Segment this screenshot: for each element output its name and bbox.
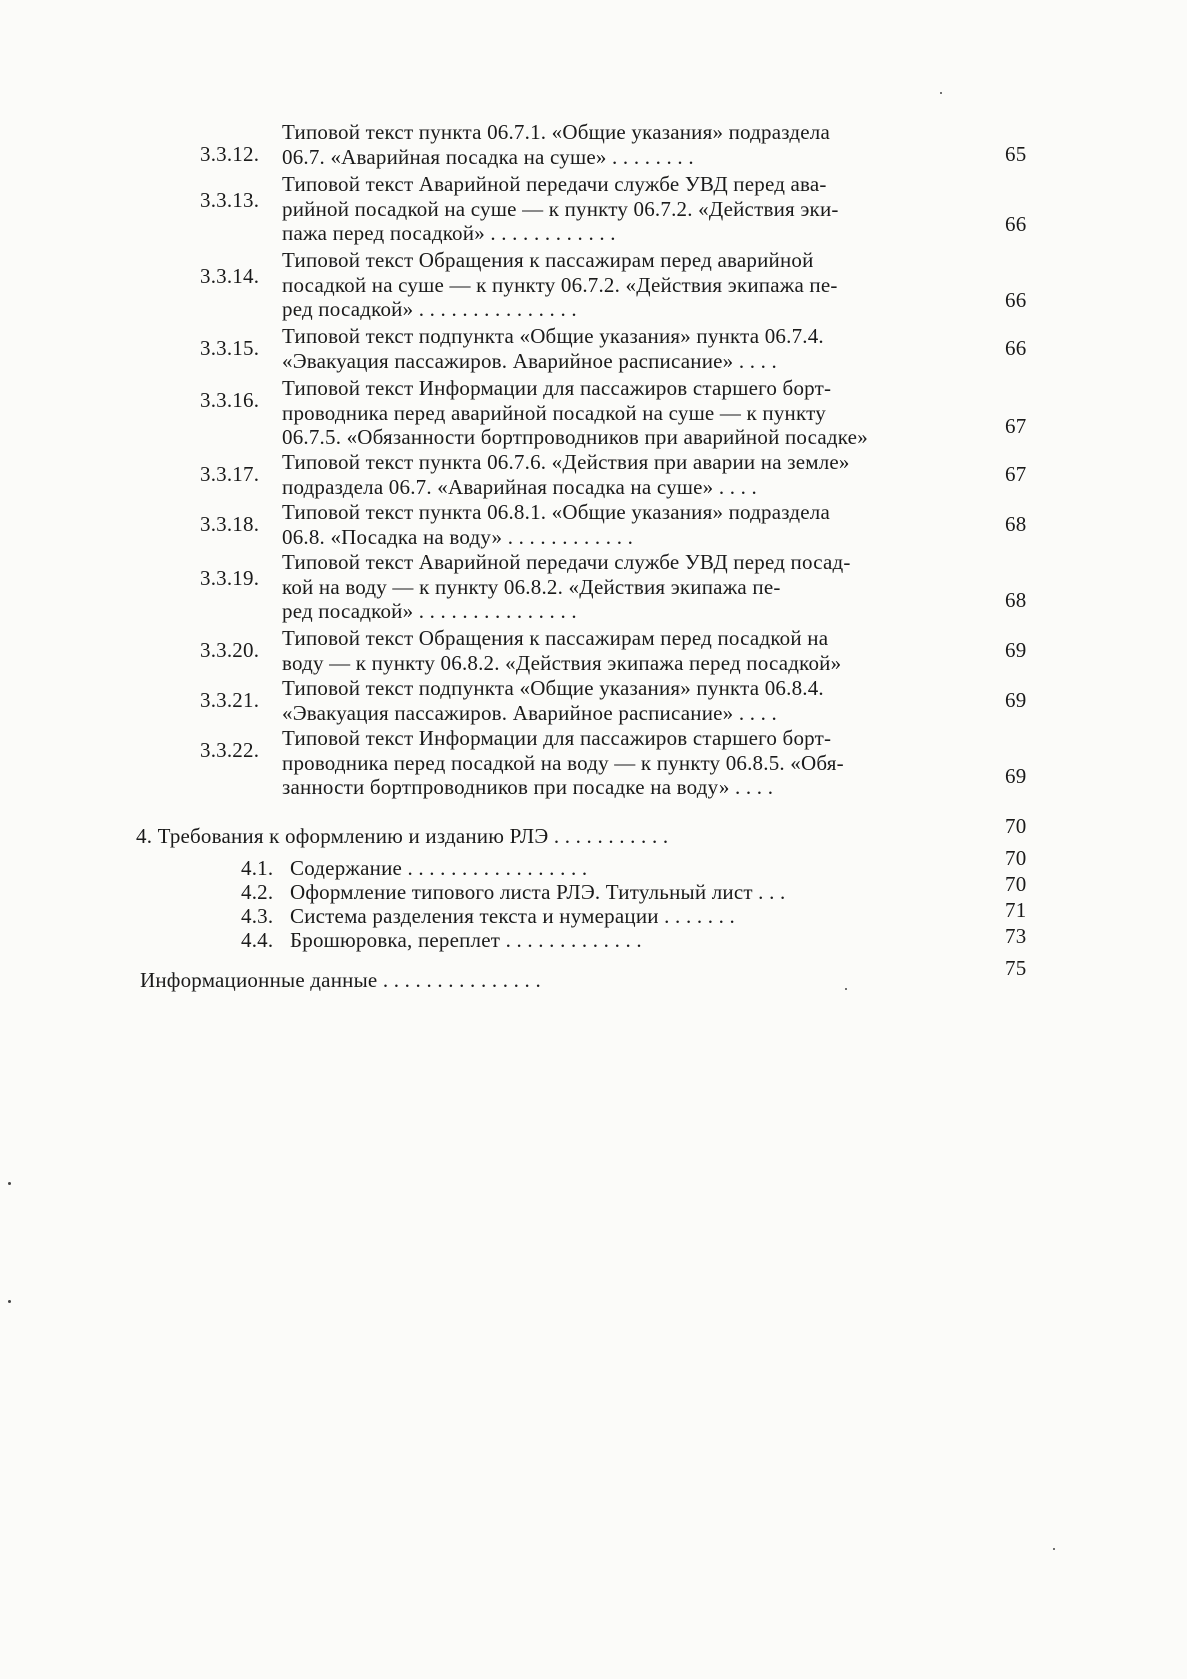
entry-text: [282, 120, 1000, 169]
entry-text: [282, 450, 1000, 499]
entry-page-number: 68: [1005, 588, 1027, 612]
entry-text: Система разделения текста и нумерации . . . . . . .: [290, 904, 736, 928]
entry-page-number: 66: [1005, 212, 1027, 236]
entry-line: Типовой текст пункта 06.7.6. «Действия при аварии на земле»: [282, 450, 850, 474]
entry-line: Типовой текст Аварийной передачи службе УВД перед посад-: [282, 550, 851, 574]
info-title: Информационные данные . . . . . . . . . . . . . . .: [140, 968, 541, 992]
entry-page-number: 67: [1005, 462, 1027, 486]
entry-text: Брошюровка, переплет . . . . . . . . . . . . .: [290, 928, 642, 952]
entry-page-number: 68: [1005, 512, 1027, 536]
entry-number: 3.3.16.: [200, 388, 260, 412]
entry-text: [282, 248, 1000, 322]
entry-page-number: 73: [1005, 924, 1027, 948]
entry-line: Типовой текст подпункта «Общие указания» пункта 06.7.4.: [282, 324, 824, 348]
entry-page-number: 65: [1005, 142, 1027, 166]
entry-page-number: 71: [1005, 898, 1027, 922]
entry-number: 3.3.13.: [200, 188, 260, 212]
entry-line: «Эвакуация пассажиров. Аварийное расписание» . . . .: [282, 700, 777, 725]
entry-number: 3.3.20.: [200, 638, 260, 662]
entry-text: [282, 324, 1000, 373]
entry-line: Типовой текст Информации для пассажиров старшего борт-: [282, 726, 832, 750]
entry-page-number: 66: [1005, 336, 1027, 360]
entry-line: Типовой текст Информации для пассажиров старшего борт-: [282, 376, 832, 400]
scan-speck: [8, 1300, 11, 1303]
entry-line: проводника перед посадкой на воду — к пункту 06.8.5. «Обя-: [282, 750, 844, 775]
entry-number: 4.1.: [241, 856, 274, 880]
entry-line: ред посадкой» . . . . . . . . . . . . . . .: [282, 297, 577, 321]
entry-page-number: 70: [1005, 846, 1027, 870]
entry-page-number: 67: [1005, 414, 1027, 438]
entry-text: [282, 376, 1000, 450]
entry-line: кой на воду — к пункту 06.8.2. «Действия экипажа пе-: [282, 574, 781, 599]
section-title: 4. Требования к оформлению и изданию РЛЭ . . . . . . . . . . .: [136, 824, 669, 848]
entry-text: Оформление типового листа РЛЭ. Титульный лист . . .: [290, 880, 786, 904]
entry-number: 3.3.14.: [200, 264, 260, 288]
entry-text: [282, 500, 1000, 549]
entry-line: ред посадкой» . . . . . . . . . . . . . . .: [282, 599, 577, 623]
entry-line: Типовой текст Обращения к пассажирам перед аварийной: [282, 248, 814, 272]
scan-speck: [1053, 1548, 1055, 1550]
scan-speck: [845, 988, 847, 990]
entry-line: 06.7.5. «Обязанности бортпроводников при аварийной посадке»: [282, 425, 868, 449]
entry-page-number: 69: [1005, 638, 1027, 662]
entry-line: занности бортпроводников при посадке на воду» . . . .: [282, 775, 774, 799]
entry-text: [282, 172, 1000, 246]
entry-text: Содержание . . . . . . . . . . . . . . . . .: [290, 856, 588, 880]
entry-number: 3.3.12.: [200, 142, 260, 166]
entry-line: «Эвакуация пассажиров. Аварийное расписание» . . . .: [282, 348, 777, 373]
entry-number: 3.3.17.: [200, 462, 260, 486]
entry-page-number: 69: [1005, 764, 1027, 788]
entry-line: подраздела 06.7. «Аварийная посадка на суше» . . . .: [282, 474, 757, 499]
entry-line: посадкой на суше — к пункту 06.7.2. «Действия экипажа пе-: [282, 272, 838, 297]
entry-page-number: 66: [1005, 288, 1027, 312]
entry-page-number: 70: [1005, 872, 1027, 896]
entry-number: 4.4.: [241, 928, 274, 952]
entry-text: [282, 626, 1000, 675]
entry-line: рийной посадкой на суше — к пункту 06.7.2. «Действия эки-: [282, 196, 839, 221]
entry-page-number: 69: [1005, 688, 1027, 712]
entry-number: 3.3.21.: [200, 688, 260, 712]
entry-line: проводника перед аварийной посадкой на суше — к пункту: [282, 400, 826, 425]
entry-line: Типовой текст подпункта «Общие указания» пункта 06.8.4.: [282, 676, 824, 700]
entry-line: пажа перед посадкой» . . . . . . . . . . . .: [282, 221, 616, 245]
entry-line: Типовой текст пункта 06.8.1. «Общие указания» подраздела: [282, 500, 830, 524]
entry-number: 3.3.22.: [200, 738, 260, 762]
entry-number: 3.3.18.: [200, 512, 260, 536]
scan-speck: [940, 92, 942, 94]
scan-speck: [8, 1182, 11, 1185]
entry-page-number: 75: [1005, 956, 1027, 980]
entry-text: [282, 550, 1000, 624]
entry-page-number: 70: [1005, 814, 1027, 838]
entry-text: [282, 676, 1000, 725]
entry-line: Типовой текст Аварийной передачи службе УВД перед ава-: [282, 172, 827, 196]
entry-line: Типовой текст Обращения к пассажирам перед посадкой на: [282, 626, 829, 650]
entry-line: 06.7. «Аварийная посадка на суше» . . . . . . . .: [282, 144, 694, 169]
entry-number: 4.2.: [241, 880, 274, 904]
entry-text: [282, 726, 1000, 800]
entry-line: 06.8. «Посадка на воду» . . . . . . . . . . . .: [282, 524, 634, 549]
entry-number: 3.3.15.: [200, 336, 260, 360]
entry-line: воду — к пункту 06.8.2. «Действия экипажа перед посадкой»: [282, 650, 842, 675]
entry-number: 4.3.: [241, 904, 274, 928]
entry-line: Типовой текст пункта 06.7.1. «Общие указания» подраздела: [282, 120, 830, 144]
entry-number: 3.3.19.: [200, 566, 260, 590]
